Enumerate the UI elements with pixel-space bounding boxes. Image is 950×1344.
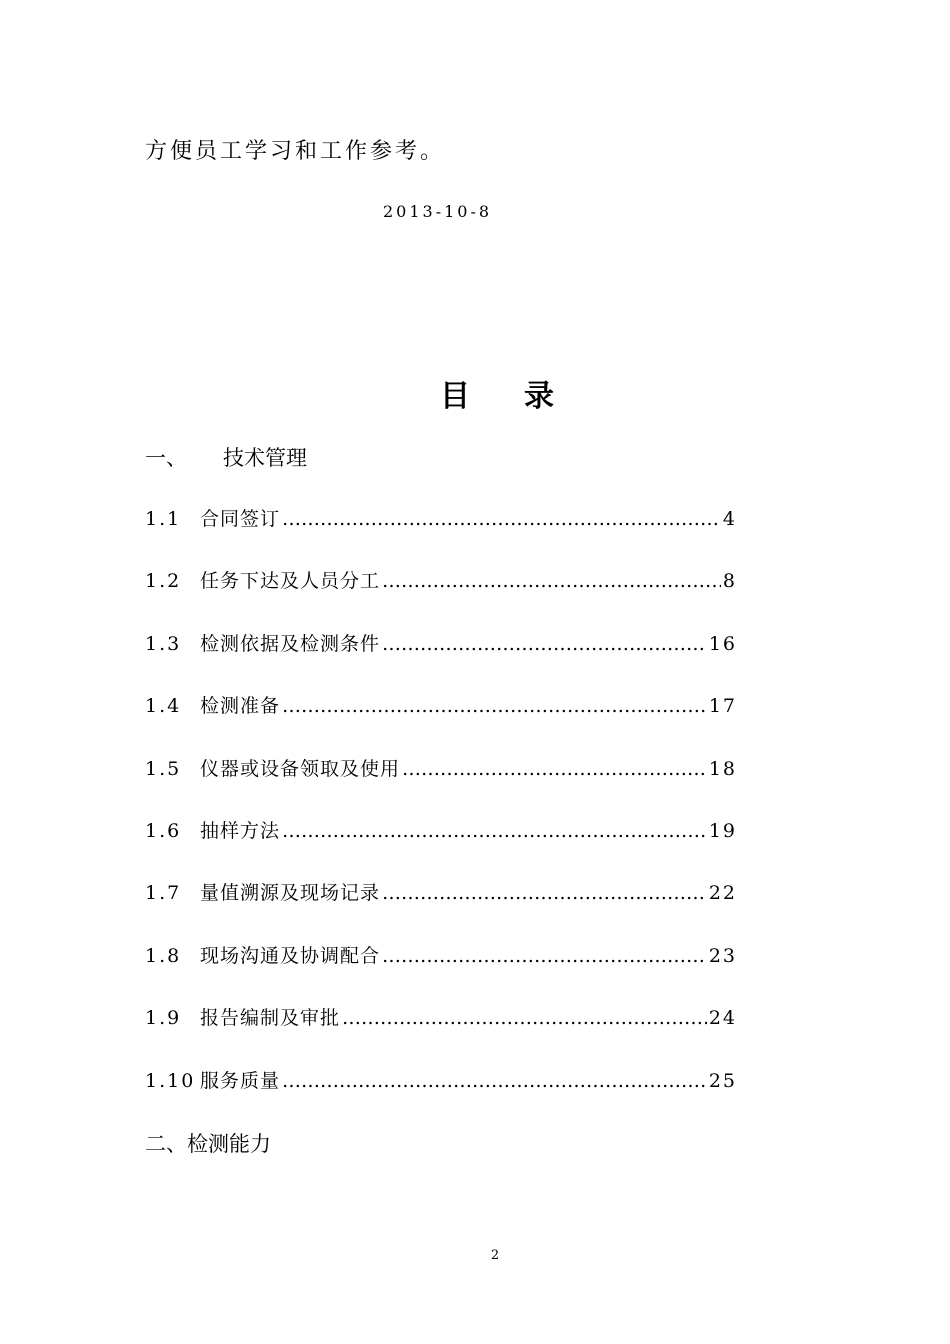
toc-dot-leader bbox=[402, 758, 707, 780]
toc-title-left: 目 bbox=[440, 379, 470, 414]
toc-entry-label: 合同签订 bbox=[200, 508, 281, 530]
toc-entry[interactable] bbox=[145, 754, 737, 784]
toc-entry-label: 服务质量 bbox=[200, 1070, 281, 1092]
page-number: 2 bbox=[490, 1248, 500, 1263]
toc-entry-label: 现场沟通及协调配合 bbox=[200, 945, 381, 967]
toc-entry-page: 25 bbox=[708, 1070, 737, 1092]
document-date: 2013-10-8 bbox=[383, 202, 493, 221]
toc-entry-number: 1.2 bbox=[145, 570, 182, 592]
toc-entry-page: 24 bbox=[708, 1007, 737, 1029]
toc-section-one-label: 技术管理 bbox=[223, 446, 307, 470]
toc-entry-number: 1.6 bbox=[145, 820, 182, 842]
toc-entry-label: 量值溯源及现场记录 bbox=[200, 882, 381, 904]
toc-entry-label: 任务下达及人员分工 bbox=[200, 570, 381, 592]
toc-entry-page: 16 bbox=[708, 633, 737, 655]
toc-entry-label: 抽样方法 bbox=[200, 820, 281, 842]
toc-section-two: 二、检测能力 bbox=[145, 1132, 271, 1156]
toc-entry[interactable] bbox=[145, 1003, 737, 1033]
toc-dot-leader bbox=[382, 570, 721, 592]
toc-entry-page: 17 bbox=[708, 695, 737, 717]
toc-entry-number: 1.1 bbox=[145, 508, 182, 530]
toc-entry[interactable] bbox=[145, 941, 737, 971]
intro-line: 方便员工学习和工作参考。 bbox=[145, 139, 446, 164]
toc-dot-leader bbox=[282, 695, 707, 717]
toc-entry-number: 1.4 bbox=[145, 695, 182, 717]
toc-dot-leader bbox=[282, 508, 721, 530]
toc-entry-label: 报告编制及审批 bbox=[200, 1007, 341, 1029]
toc-entry-number: 1.7 bbox=[145, 882, 182, 904]
toc-entry-page: 23 bbox=[708, 945, 737, 967]
toc-section-one bbox=[145, 442, 307, 472]
toc-entry-page: 4 bbox=[722, 508, 737, 530]
toc-dot-leader bbox=[342, 1007, 707, 1029]
toc-title bbox=[440, 371, 554, 415]
toc-entry[interactable] bbox=[145, 691, 737, 721]
toc-entry-label: 检测准备 bbox=[200, 695, 281, 717]
toc-section-one-number: 一、 bbox=[145, 446, 187, 470]
toc-entry-number: 1.8 bbox=[145, 945, 182, 967]
toc-entry[interactable] bbox=[145, 878, 737, 908]
toc-entry-number: 1.3 bbox=[145, 633, 182, 655]
toc-entry[interactable] bbox=[145, 504, 737, 534]
toc-entry-label: 仪器或设备领取及使用 bbox=[200, 758, 401, 780]
toc-dot-leader bbox=[282, 820, 707, 842]
toc-dot-leader bbox=[382, 633, 707, 655]
toc-title-right: 录 bbox=[524, 379, 554, 414]
toc-entry-label: 检测依据及检测条件 bbox=[200, 633, 381, 655]
toc-entry[interactable] bbox=[145, 629, 737, 659]
toc-entry-page: 22 bbox=[708, 882, 737, 904]
toc-entry-number: 1.5 bbox=[145, 758, 182, 780]
toc-dot-leader bbox=[282, 1070, 707, 1092]
toc-entry[interactable] bbox=[145, 566, 737, 596]
toc-dot-leader bbox=[382, 882, 707, 904]
toc-entry-page: 8 bbox=[722, 570, 737, 592]
toc-entry[interactable] bbox=[145, 1066, 737, 1096]
toc-entry-page: 18 bbox=[708, 758, 737, 780]
toc-entry[interactable] bbox=[145, 816, 737, 846]
toc-dot-leader bbox=[382, 945, 707, 967]
toc-entry-page: 19 bbox=[708, 820, 737, 842]
toc-entry-number: 1.10 bbox=[145, 1070, 196, 1092]
toc-entry-number: 1.9 bbox=[145, 1007, 182, 1029]
